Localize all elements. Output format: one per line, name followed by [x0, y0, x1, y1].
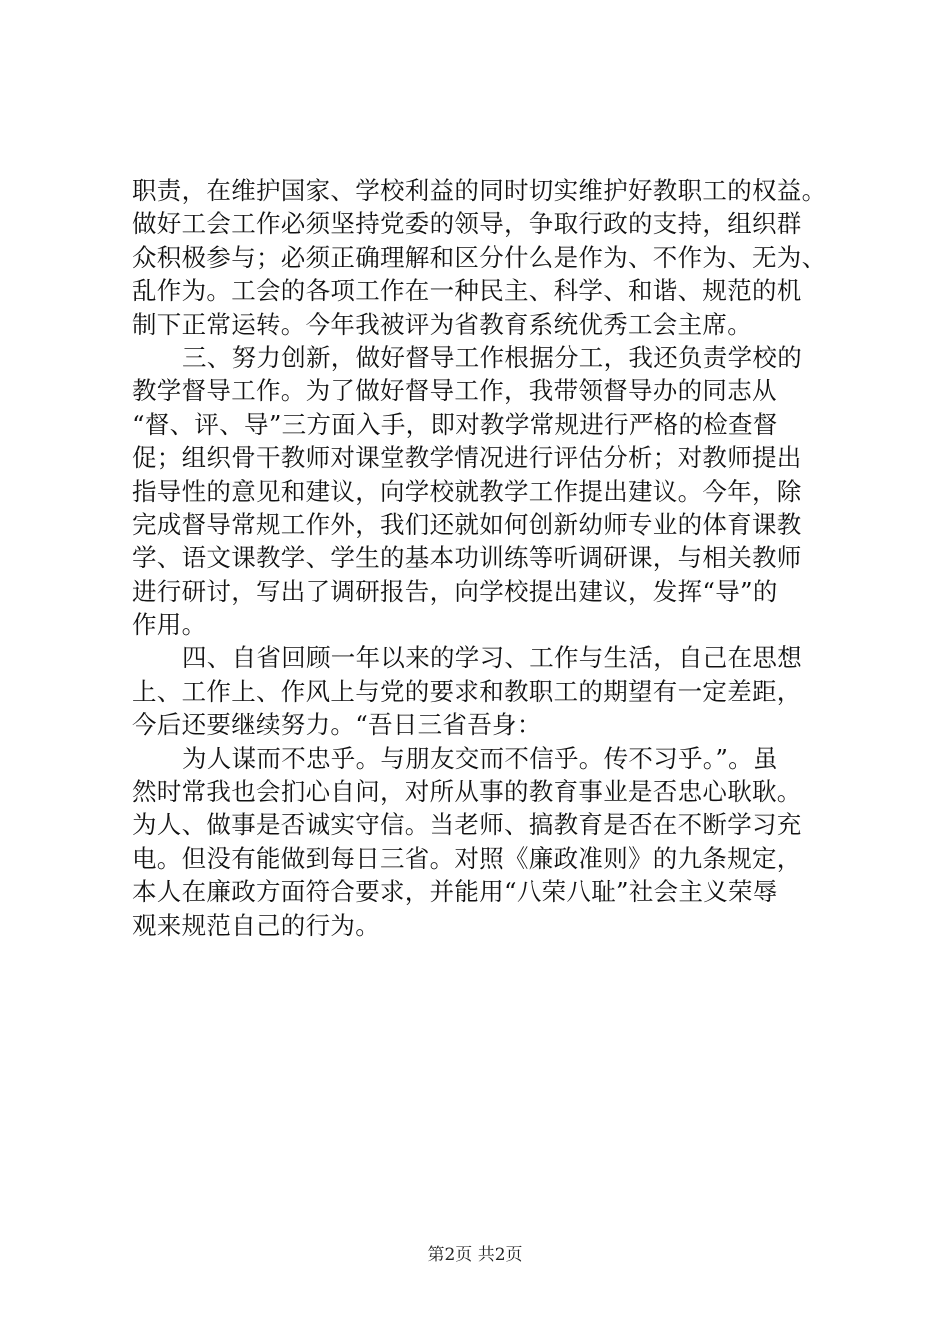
text-line: 众积极参与；必须正确理解和区分什么是作为、不作为、无为、 — [132, 242, 827, 272]
text-line: 促；组织骨干教师对课堂教学情况进行评估分析；对教师提出 — [132, 443, 802, 473]
text-line: 本人在廉政方面符合要求，并能用“八荣八耻”社会主义荣辱 — [132, 877, 778, 907]
text-line: 进行研讨，写出了调研报告，向学校提出建议，发挥“导”的 — [132, 576, 778, 606]
text-line: 乱作为。工会的各项工作在一种民主、科学、和谐、规范的机 — [132, 276, 802, 306]
text-line: 职责，在维护国家、学校利益的同时切实维护好教职工的权益。 — [132, 176, 827, 205]
text-line: 电。但没有能做到每日三省。对照《廉政准则》的九条规定， — [132, 843, 802, 873]
text-line: 作用。 — [132, 610, 207, 640]
text-line: 然时常我也会扪心自问，对所从事的教育事业是否忠心耿耿。 — [132, 777, 802, 807]
page-number-footer: 第2页 共2页 — [427, 1245, 523, 1265]
paragraph-start-line: 四、自省回顾一年以来的学习、工作与生活，自己在思想 — [182, 643, 802, 673]
text-line: 指导性的意见和建议，向学校就教学工作提出建议。今年，除 — [132, 476, 802, 506]
text-line: 今后还要继续努力。“吾日三省吾身： — [132, 710, 542, 740]
document-body — [132, 174, 832, 942]
text-line: 做好工会工作必须坚持党委的领导，争取行政的支持，组织群 — [132, 209, 802, 239]
text-line: “督、评、导”三方面入手，即对教学常规进行严格的检查督 — [132, 409, 778, 439]
text-line: 教学督导工作。为了做好督导工作，我带领督导办的同志从 — [132, 376, 777, 406]
text-line: 学、语文课教学、学生的基本功训练等听调研课，与相关教师 — [132, 543, 802, 573]
text-line: 上、工作上、作风上与党的要求和教职工的期望有一定差距， — [132, 676, 802, 706]
paragraph-start-line: 三、努力创新，做好督导工作根据分工，我还负责学校的 — [182, 342, 802, 372]
text-line: 为人、做事是否诚实守信。当老师、搞教育是否在不断学习充 — [132, 810, 802, 840]
text-line: 完成督导常规工作外，我们还就如何创新幼师专业的体育课教 — [132, 509, 802, 539]
text-line: 制下正常运转。今年我被评为省教育系统优秀工会主席。 — [132, 309, 752, 339]
text-line: 观来规范自己的行为。 — [132, 910, 380, 940]
paragraph-start-line: 为人谋而不忠乎。与朋友交而不信乎。传不习乎。”。虽 — [182, 743, 778, 773]
